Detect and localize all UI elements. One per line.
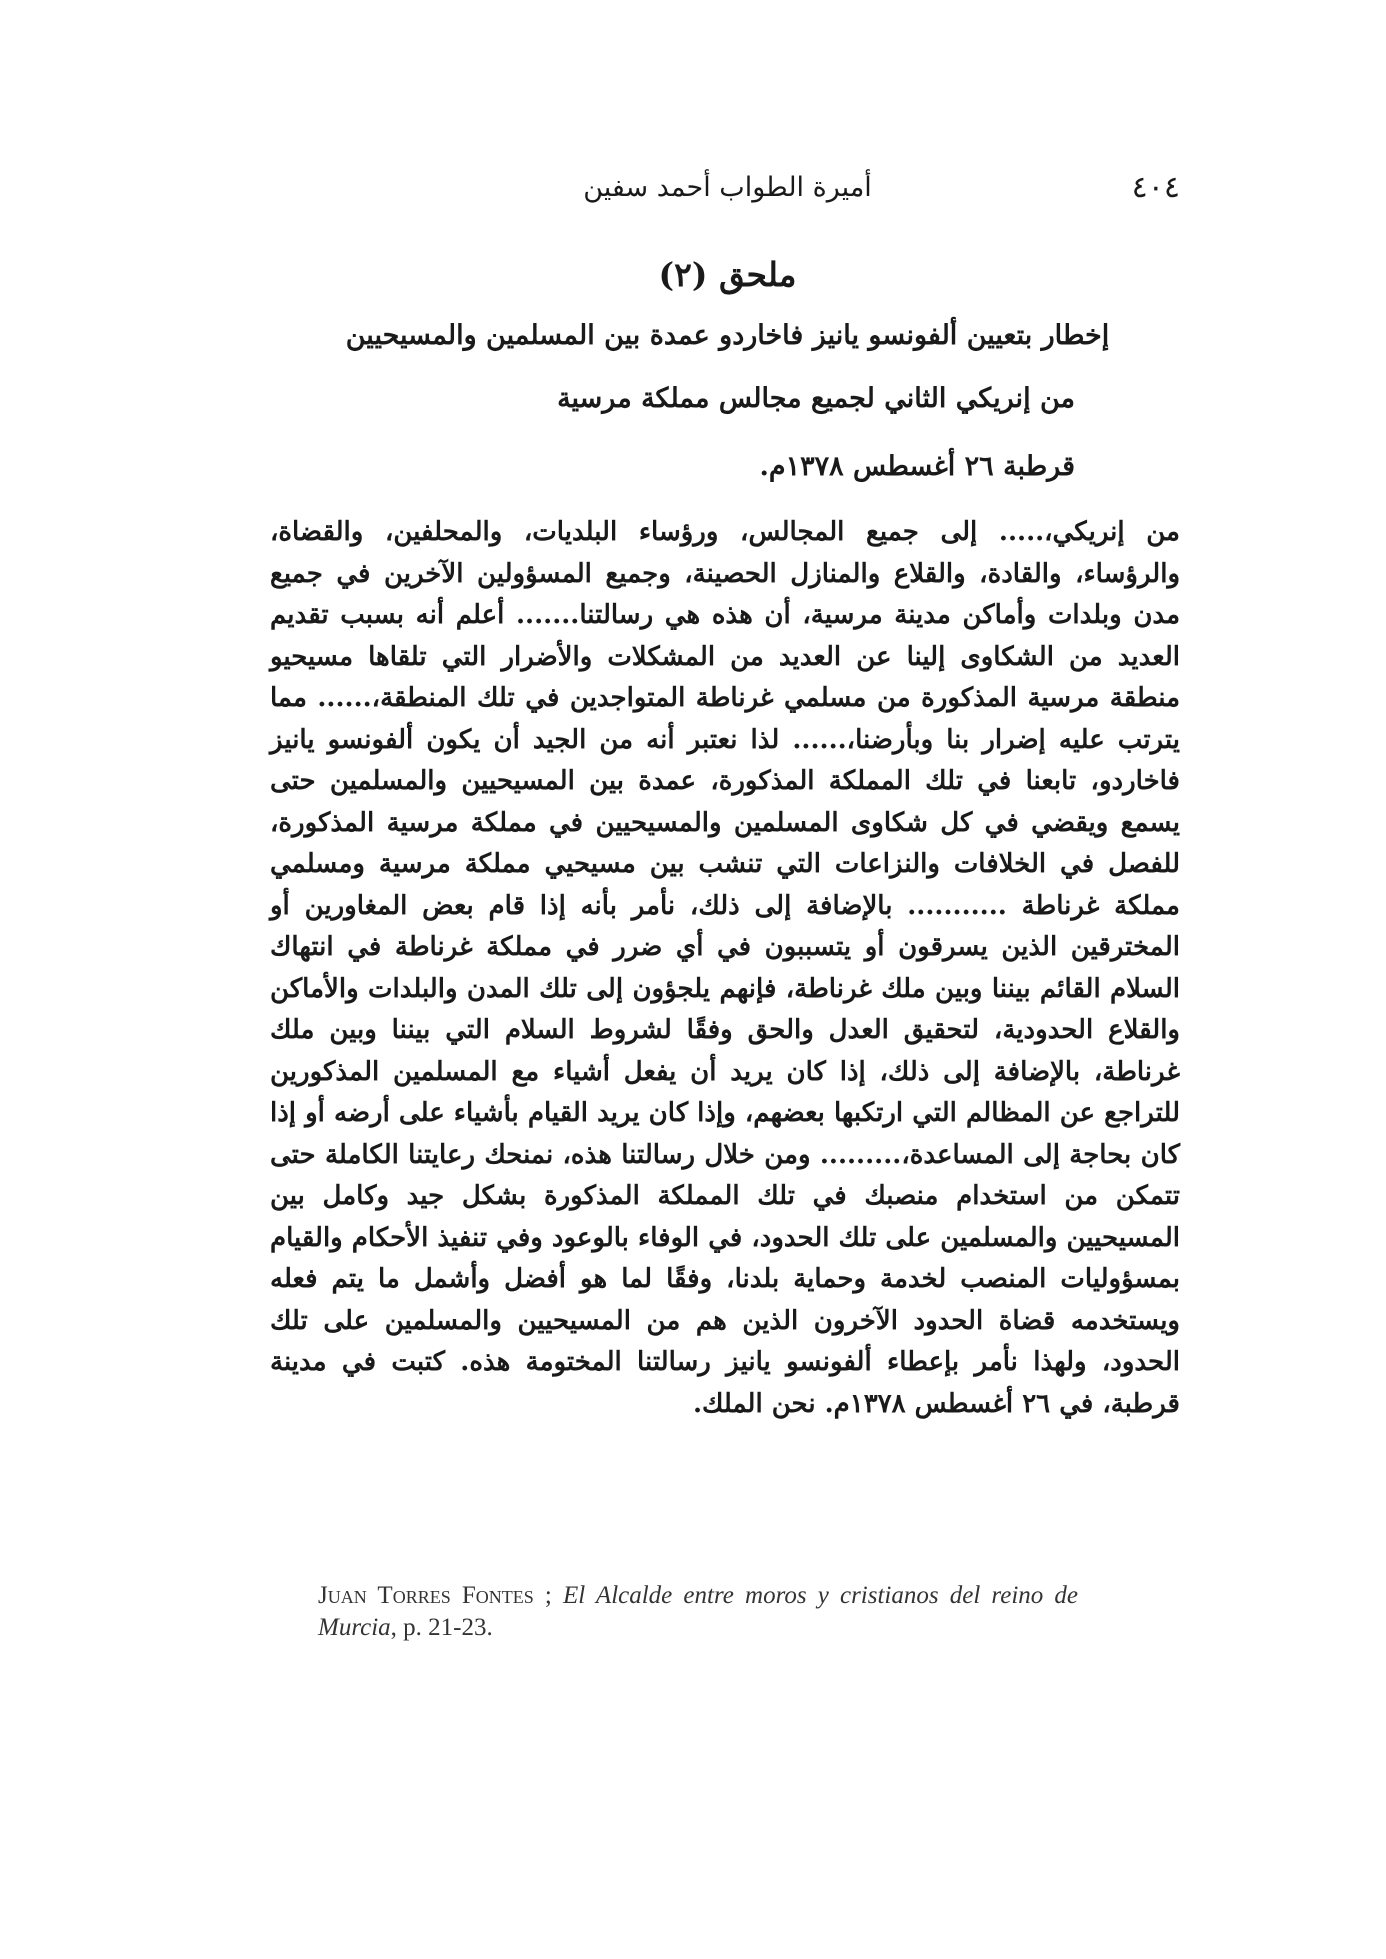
running-title: أميرة الطواب أحمد سفين (583, 172, 872, 203)
citation-book-title: El Alcalde entre moros y cristianos del reino de Murcia (318, 1582, 1079, 1641)
source-citation (318, 1580, 1078, 1644)
letter-date-line: قرطبة ٢٦ أغسطس ١٣٧٨م. (759, 451, 1075, 482)
citation-pages: , p. 21-23. (390, 1614, 493, 1641)
running-header (275, 168, 1180, 208)
letter-body: من إنريكي،..... إلى جميع المجالس، ورؤساء البلديات، والمحلفين، والقضاة، والرؤساء، والقادة، والقلاع والمنازل الحصينة، وجميع المسؤولين الآخرين في جميع مدن وبلدات وأماكن مدينة مرسية، أن هذه هي رسالتنا....... أعلم أنه بسبب تقديم العديد من الشكاوى إلينا عن العديد من المشكلات والأضرار التي تلقاها مسيحيو منطقة مرسية المذكورة من مسلمي غرناطة المتواجدين في تلك المنطقة،...... مما يترتب عليه إضرار بنا وبأرضنا،...... لذا نعتبر أنه من الجيد أن يكون ألفونسو يانيز فاخاردو، تابعنا في تلك المملكة المذكورة، عمدة بين المسيحيين والمسلمين حتى يسمع ويقضي في كل شكاوى المسلمين والمسيحيين في مملكة مرسية المذكورة، للفصل في الخلافات والنزاعات التي تنشب بين مسيحيي مملكة مرسية ومسلمي مملكة غرناطة ........... بالإضافة إلى ذلك، نأمر بأنه إذا قام بعض المغاورين أو المخترقين الذين يسرقون أو يتسببون في أي ضرر في مملكة غرناطة في انتهاك السلام القائم بيننا وبين ملك غرناطة، فإنهم يلجؤون إلى تلك المدن والبلدات والأماكن والقلاع الحدودية، لتحقيق العدل والحق وفقًا لشروط السلام التي بيننا وبين ملك غرناطة، بالإضافة إلى ذلك، إذا كان يريد أن يفعل أشياء مع المسلمين المذكورين للتراجع عن المظالم التي ارتكبها بعضهم، وإذا كان يريد القيام بأشياء على أرضه أو إذا كان بحاجة إلى المساعدة،......... ومن خلال رسالتنا هذه، نمنحك رعايتنا الكاملة حتى تتمكن من استخدام منصبك في تلك المملكة المذكورة بشكل جيد وكامل بين المسيحيين والمسلمين على تلك الحدود، في الوفاء بالوعود وفي تنفيذ الأحكام والقيام بمسؤوليات المنصب لخدمة وحماية بلدنا، وفقًا لما هو أفضل وأشمل ما يتم فعله ويستخدمه قضاة الحدود الآخرون الذين هم من المسيحيين والمسلمين على تلك الحدود، ولهذا نأمر بإعطاء ألفونسو يانيز رسالتنا المختومة هذه. كتبت في مدينة قرطبة، في ٢٦ أغسطس ١٣٧٨م. نحن الملك. (270, 517, 1180, 1419)
appendix-title: ملحق (٢) (658, 255, 797, 294)
citation-separator: ; (533, 1582, 564, 1609)
citation-author: Juan Torres Fontes (318, 1582, 534, 1609)
letter-sender-line: من إنريكي الثاني لجميع مجالس مملكة مرسية (557, 383, 1075, 414)
page-number: ٤٠٤ (1131, 170, 1180, 205)
appendix-subtitle: إخطار بتعيين ألفونسو يانيز فاخاردو عمدة بين المسلمين والمسيحيين (345, 320, 1110, 351)
